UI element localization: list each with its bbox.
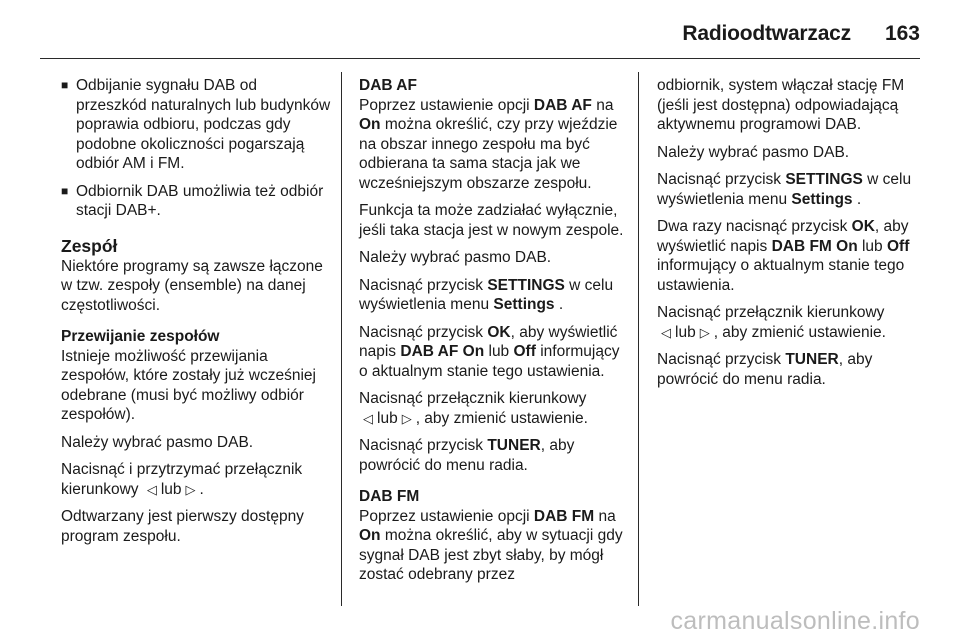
text: Dwa razy nacisnąć przycisk [657, 218, 852, 235]
paragraph [657, 217, 927, 295]
text: . [852, 190, 862, 208]
page-title: Radioodtwarzacz [682, 22, 851, 45]
paragraph: Należy wybrać pasmo DAB. [359, 249, 552, 266]
text: Nacisnąć przycisk [657, 351, 786, 368]
paragraph [657, 170, 927, 209]
option-value: On [359, 527, 381, 544]
text: Nacisnąć przycisk [657, 171, 786, 188]
menu-name: Settings [791, 190, 853, 208]
paragraph: Należy wybrać pasmo DAB. [61, 433, 254, 451]
column-2 [359, 76, 627, 593]
paragraph [359, 96, 627, 194]
text: , aby wyświetlić napis [359, 323, 618, 360]
text: Nacisnąć przełącznik kierunkowy [359, 390, 587, 407]
column-divider-2 [638, 72, 639, 606]
display-label: DAB FM On [771, 237, 858, 255]
paragraph: Odtwarzany jest pierwszy dostępny program zespołu. [61, 508, 304, 545]
subsection-title: Przewijanie zespołów [61, 328, 220, 345]
text: lub [377, 409, 398, 427]
paragraph: Należy wybrać pasmo DAB. [657, 143, 850, 161]
subsection-title: DAB FM [359, 488, 420, 505]
paragraph [359, 323, 627, 382]
text: Nacisnąć przycisk [359, 437, 488, 454]
paragraph [657, 350, 927, 389]
right-arrow-icon: ▷ [699, 324, 710, 340]
button-name: OK [487, 323, 511, 341]
text: , aby powrócić do menu radia. [359, 437, 575, 474]
button-name: SETTINGS [487, 276, 565, 294]
text: lub [160, 480, 182, 498]
button-name: TUNER [785, 351, 839, 368]
button-name: SETTINGS [785, 171, 863, 188]
text: . [554, 296, 564, 313]
text: Nacisnąć przycisk [359, 276, 488, 294]
text: można określić, czy przy wjeździe na obszar innego zespołu ma być odbierana ta sama stacja jak we wcześniejszym obszarze zespołu. [359, 116, 618, 192]
bullet-square-icon: ■ [61, 183, 69, 198]
paragraph [359, 436, 627, 475]
paragraph: Niektóre programy są zawsze łączone w tzw. zespoły (ensemble) na danej częstotliwości. [61, 257, 323, 314]
button-name: OK [851, 218, 875, 235]
left-arrow-icon: ◁ [363, 410, 373, 426]
bullet-square-icon: ■ [61, 78, 69, 92]
paragraph [359, 276, 627, 315]
paragraph [61, 460, 331, 499]
watermark: carmanualsonline.info [670, 607, 920, 635]
column-3 [657, 76, 927, 397]
page-header [682, 22, 920, 52]
subsection-title: DAB AF [359, 77, 417, 94]
paragraph: Istnieje możliwość przewijania zespołów, które zostały już wcześniej odebrane (musi być możliwy odbiór zespołów). [61, 347, 317, 423]
column-divider-1 [341, 72, 342, 606]
bullet-text: Odbijanie sygnału DAB od przeszkód naturalnych lub budynków poprawia odbioru, podczas gdy podobne okoliczności pogarszają odbiór AM i FM. [76, 77, 331, 172]
text: informujący o aktualnym stanie tego ustawienia. [359, 343, 620, 380]
option-value: On [359, 116, 381, 133]
paragraph [359, 389, 627, 428]
bullet-text: Odbiornik DAB umożliwia też odbiór stacji DAB+. [76, 182, 324, 219]
text: , aby wyświetlić napis [657, 218, 909, 255]
text: na [591, 96, 614, 114]
text: w celu wyświetlenia menu [657, 171, 912, 208]
text: w celu wyświetlenia menu [359, 276, 614, 313]
text: lub [857, 237, 887, 255]
paragraph [359, 507, 627, 585]
text: , aby zmienić ustawienie. [713, 323, 886, 341]
text: Poprzez ustawienie opcji [359, 96, 534, 114]
text: lub [484, 343, 514, 360]
display-label: Off [513, 343, 536, 360]
paragraph [657, 303, 927, 342]
text: , aby powrócić do menu radia. [657, 351, 873, 388]
page-number: 163 [884, 22, 920, 45]
text: informujący o aktualnym stanie tego ustawienia. [657, 257, 905, 294]
paragraph: odbiornik, system włączał stację FM (jeśli jest dostępna) odpowiadającą aktywnemu programowi DAB. [657, 77, 905, 133]
column-1 [61, 76, 331, 554]
option-label: DAB AF [533, 96, 592, 114]
header-rule [40, 58, 920, 59]
section-title: Zespół [61, 235, 118, 256]
text: można określić, aby w sytuacji gdy sygnał DAB jest zbyt słaby, by mógł zostać odebrany przez [359, 527, 623, 583]
text: Nacisnąć i przytrzymać przełącznik kierunkowy [61, 461, 303, 498]
display-label: DAB AF On [400, 343, 485, 360]
display-label: Off [886, 237, 910, 255]
text: Nacisnąć przycisk [359, 323, 488, 341]
left-arrow-icon: ◁ [661, 324, 671, 340]
text: na [594, 507, 616, 525]
text: lub [675, 323, 696, 341]
option-label: DAB FM [533, 507, 595, 525]
text: Nacisnąć przełącznik kierunkowy [657, 304, 885, 321]
text: . [199, 480, 204, 498]
menu-name: Settings [493, 296, 555, 313]
text: , aby zmienić ustawienie. [415, 409, 588, 427]
right-arrow-icon: ▷ [185, 481, 196, 497]
right-arrow-icon: ▷ [401, 410, 412, 426]
bullet-item [61, 182, 331, 221]
button-name: TUNER [487, 437, 541, 454]
text: Poprzez ustawienie opcji [359, 507, 534, 525]
left-arrow-icon: ◁ [146, 481, 157, 497]
bullet-item [61, 76, 331, 174]
paragraph: Funkcja ta może zadziałać wyłącznie, jeśli taka stacja jest w nowym zespole. [359, 202, 624, 239]
